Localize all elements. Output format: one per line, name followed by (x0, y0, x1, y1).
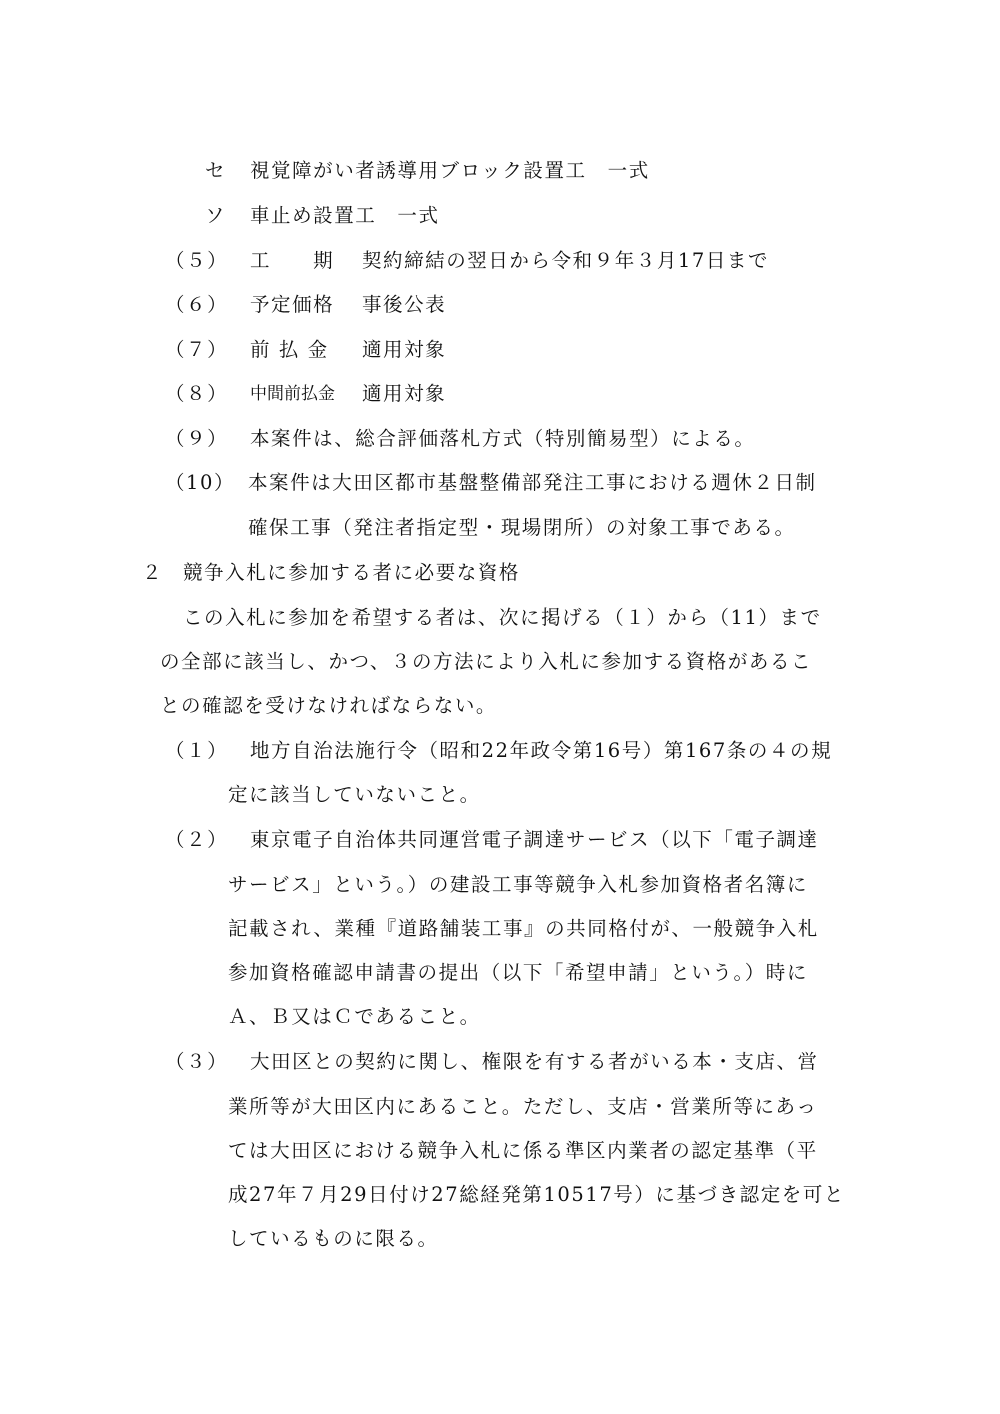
item-text-line: 地方自治法施行令（昭和22年政令第16号）第167条の４の規 (250, 739, 833, 762)
item-number: （６） (165, 293, 229, 316)
item-number: （１） (165, 739, 229, 762)
item-value: 事後公表 (362, 293, 447, 316)
item-number: （10） (165, 471, 236, 494)
item-text-line: サービス」という。）の建設工事等競争入札参加資格者名簿に (228, 873, 808, 896)
item-text-line: しているものに限る。 (228, 1227, 439, 1250)
item-text-line: 記載され、業種『道路舗装工事』の共同格付が、一般競争入札 (228, 917, 819, 940)
item-text-line: Ａ、Ｂ又はＣであること。 (228, 1005, 481, 1028)
item-text: 車止め設置工 一式 (250, 204, 440, 227)
item-value: 適用対象 (362, 382, 447, 405)
item-two-day-weekend-continued (248, 515, 796, 541)
item-text-line: 成27年７月29日付け27総経発第10517号）に基づき認定を可と (228, 1183, 845, 1206)
section-number: ２ (142, 561, 164, 584)
item-text-line: 定に該当していないこと。 (228, 783, 481, 806)
item-value: 適用対象 (362, 338, 447, 361)
item-text: 本案件は、総合評価落札方式（特別簡易型）による。 (250, 427, 756, 450)
item-text: 視覚障がい者誘導用ブロック設置工 一式 (250, 159, 650, 182)
item-text-line: 業所等が大田区内にあること。ただし、支店・営業所等にあっ (228, 1095, 818, 1118)
intro-line: との確認を受けなければならない。 (160, 694, 497, 717)
item-number: （８） (165, 382, 229, 405)
item-text-line: ては大田区における競争入札に係る準区内業者の認定基準（平 (228, 1139, 818, 1162)
item-label: 前 払 金 (250, 338, 329, 361)
item-number: （２） (165, 828, 229, 851)
item-number: （９） (165, 427, 229, 450)
item-number: （７） (165, 338, 229, 361)
item-value: 契約締結の翌日から令和９年３月17日まで (362, 249, 770, 272)
item-label: 予定価格 (250, 293, 335, 316)
section-title: 競争入札に参加する者に必要な資格 (183, 561, 520, 584)
item-number: （３） (165, 1050, 229, 1073)
item-label: 工 期 (250, 249, 335, 272)
item-text-line: 東京電子自治体共同運営電子調達サービス（以下「電子調達 (250, 828, 819, 851)
item-text-line: 参加資格確認申請書の提出（以下「希望申請」という。）時に (228, 961, 808, 984)
item-text-line: 確保工事（発注者指定型・現場閉所）の対象工事である。 (248, 516, 796, 539)
item-text-line: 大田区との契約に関し、権限を有する者がいる本・支店、営 (250, 1050, 819, 1073)
intro-line: この入札に参加を希望する者は、次に掲げる（１）から（11）まで (183, 606, 822, 629)
item-marker: ソ (205, 204, 227, 227)
item-number: （５） (165, 249, 229, 272)
item-text-line: 本案件は大田区都市基盤整備部発注工事における週休２日制 (248, 471, 817, 494)
item-marker: セ (205, 159, 227, 182)
item-label: 中間前払金 (250, 384, 335, 404)
intro-line: の全部に該当し、かつ、３の方法により入札に参加する資格があるこ (160, 650, 813, 673)
